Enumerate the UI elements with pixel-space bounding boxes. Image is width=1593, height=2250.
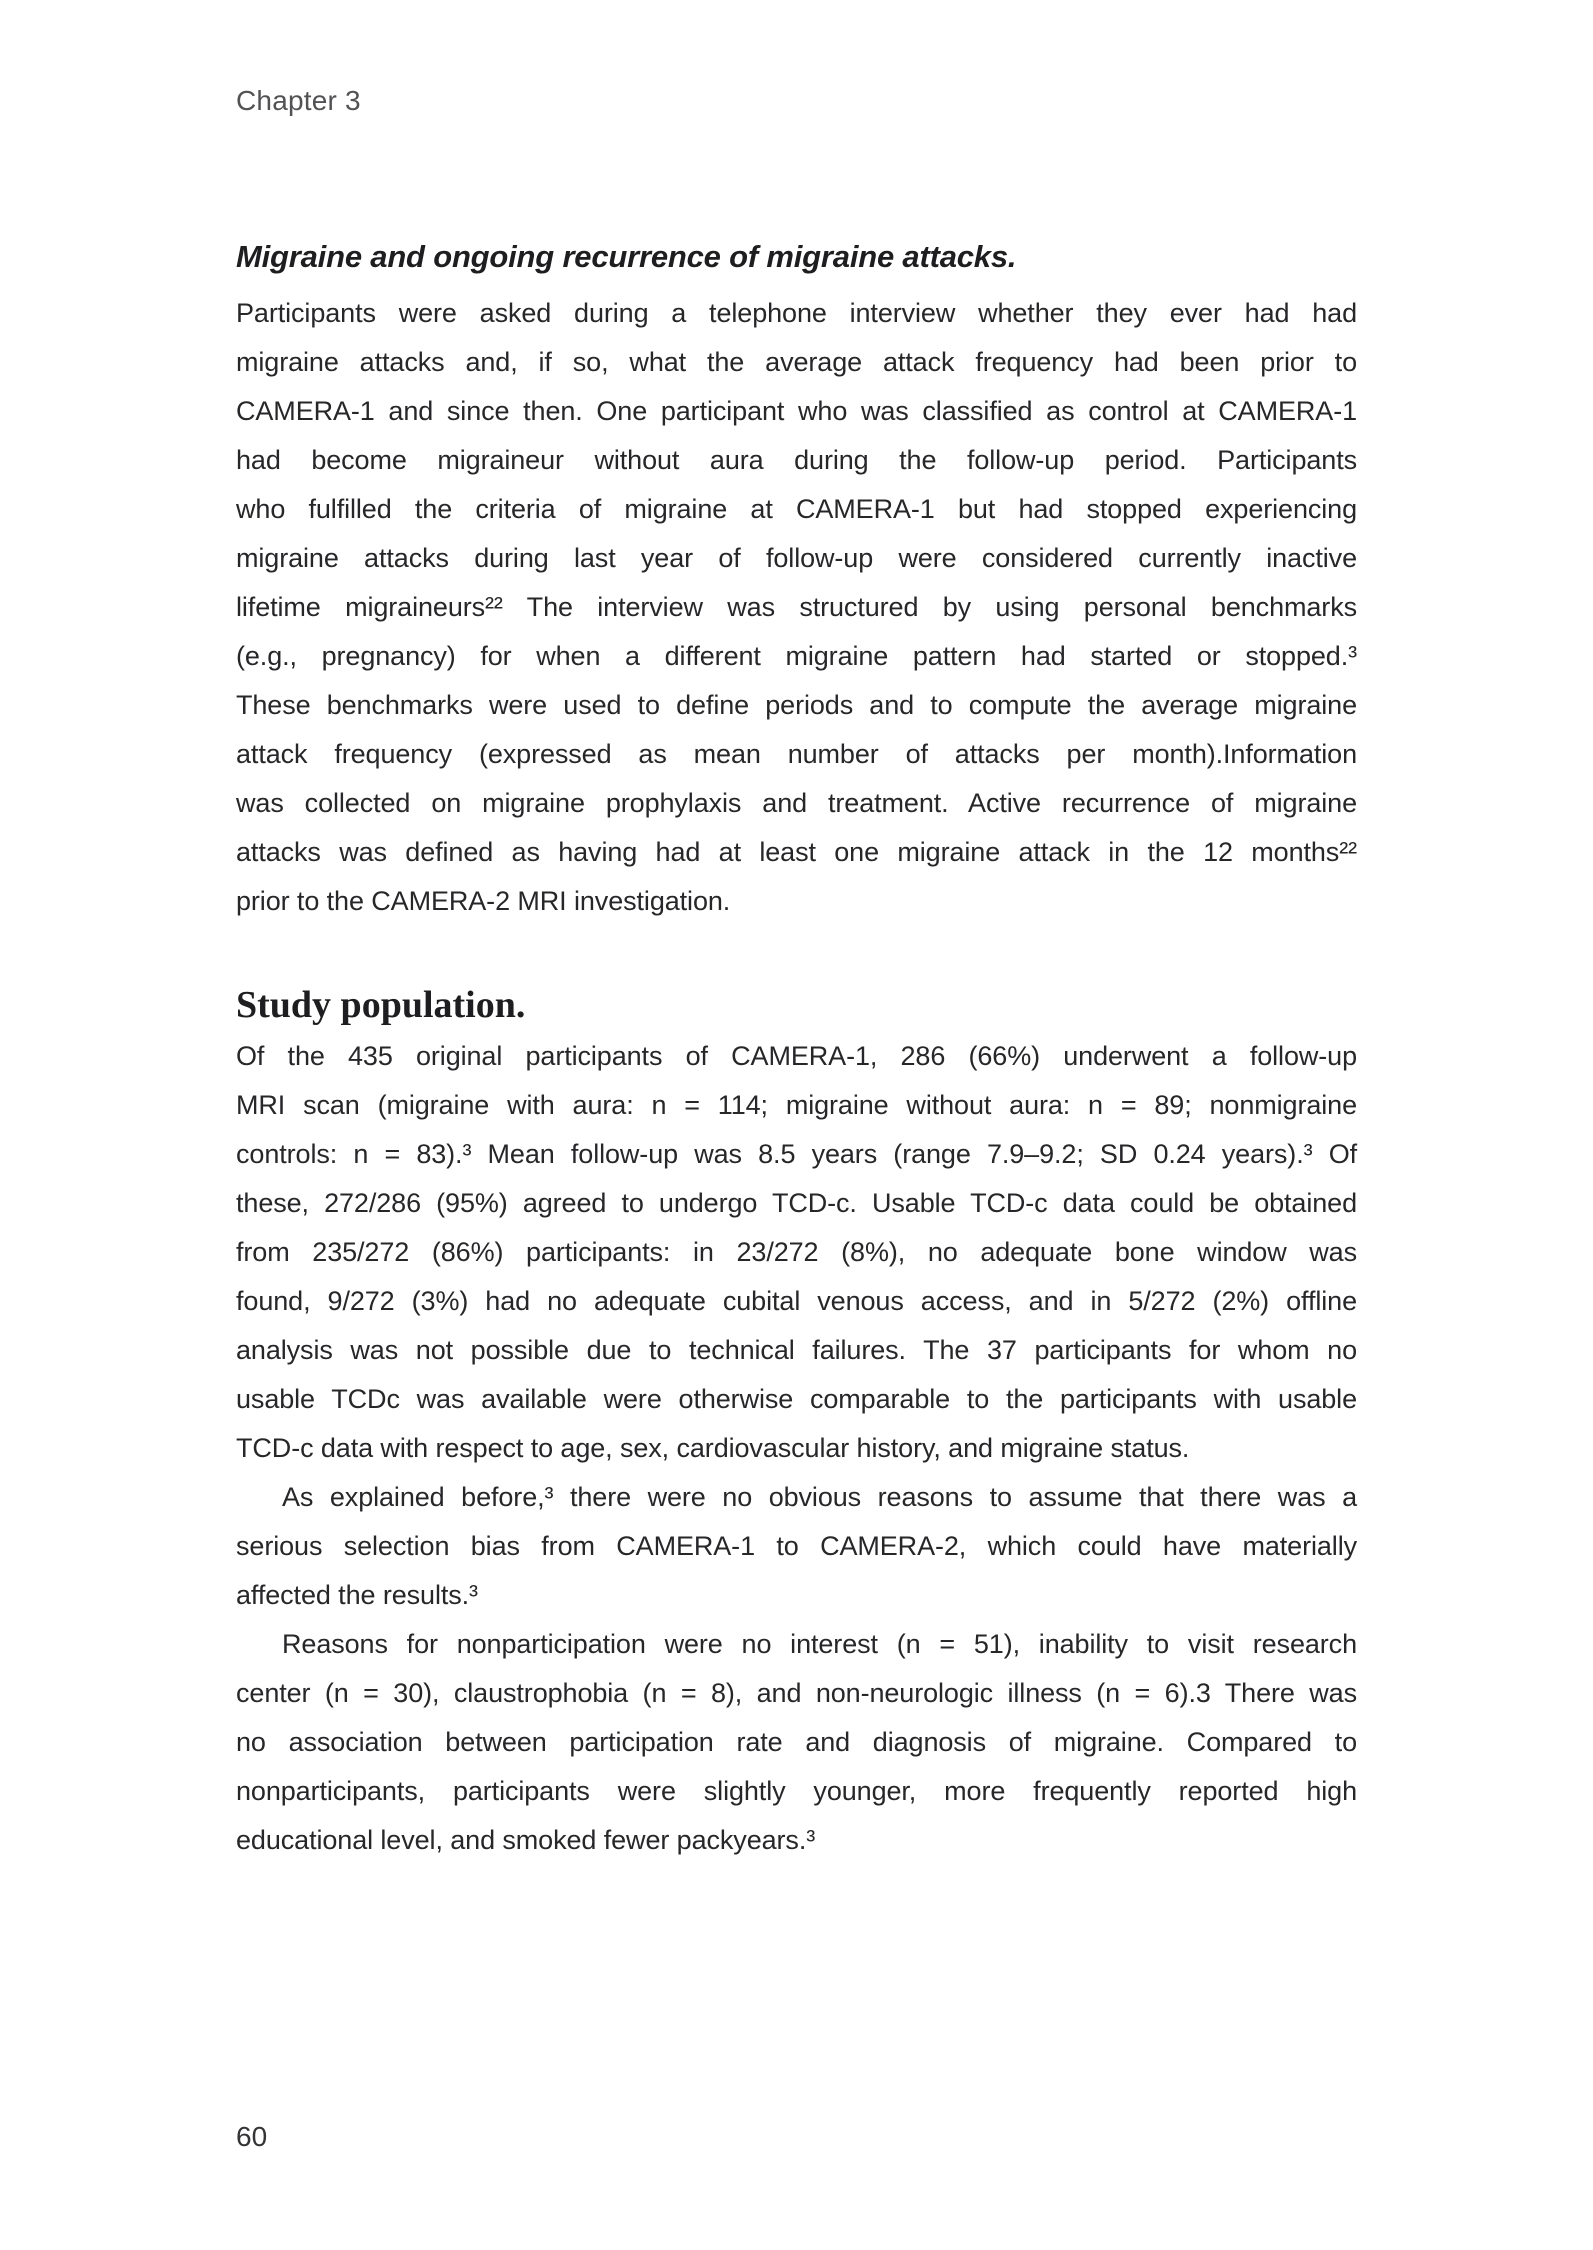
paragraph — [236, 1620, 1357, 1865]
text-line: MRI scan (migraine with aura: n = 114; migraine without aura: n = 89; nonmigraine — [236, 1090, 1357, 1120]
paragraph — [236, 1473, 1357, 1620]
text-line: CAMERA-1 and since then. One participant who was classified as control at CAMERA-1 — [236, 396, 1357, 426]
text-line: attacks was defined as having had at least one migraine attack in the 12 months²² — [236, 837, 1357, 867]
subsection-heading: Migraine and ongoing recurrence of migraine attacks. — [236, 239, 1017, 274]
text-line: lifetime migraineurs²² The interview was structured by using personal benchmarks — [236, 592, 1357, 622]
text-line: serious selection bias from CAMERA-1 to CAMERA-2, which could have materially — [236, 1531, 1357, 1561]
text-line: usable TCDc was available were otherwise comparable to the participants with usable — [236, 1384, 1357, 1414]
section-heading: Study population. — [236, 984, 526, 1026]
text-line: educational level, and smoked fewer packyears.³ — [236, 1825, 816, 1855]
paragraph — [236, 289, 1357, 926]
text-line: analysis was not possible due to technical failures. The 37 participants for whom no — [236, 1335, 1357, 1365]
text-line: attack frequency (expressed as mean number of attacks per month).Information — [236, 739, 1357, 769]
text-line: TCD-c data with respect to age, sex, cardiovascular history, and migraine status. — [236, 1433, 1190, 1463]
text-line: Reasons for nonparticipation were no interest (n = 51), inability to visit research — [282, 1629, 1357, 1659]
text-line: these, 272/286 (95%) agreed to undergo TCD-c. Usable TCD-c data could be obtained — [236, 1188, 1357, 1218]
text-line: These benchmarks were used to define periods and to compute the average migraine — [236, 690, 1357, 720]
text-line: migraine attacks during last year of follow-up were considered currently inactive — [236, 543, 1357, 573]
text-line: nonparticipants, participants were slightly younger, more frequently reported high — [236, 1776, 1357, 1806]
text-line: center (n = 30), claustrophobia (n = 8), and non-neurologic illness (n = 6).3 There was — [236, 1678, 1357, 1708]
text-line: had become migraineur without aura during the follow-up period. Participants — [236, 445, 1357, 475]
text-line: prior to the CAMERA-2 MRI investigation. — [236, 886, 731, 916]
text-line: migraine attacks and, if so, what the average attack frequency had been prior to — [236, 347, 1357, 377]
paragraph — [236, 1032, 1357, 1473]
text-line: Participants were asked during a telephone interview whether they ever had had — [236, 298, 1357, 328]
text-line: (e.g., pregnancy) for when a different migraine pattern had started or stopped.³ — [236, 641, 1357, 671]
page-number: 60 — [236, 2121, 268, 2152]
chapter-header: Chapter 3 — [236, 85, 361, 116]
text-line: was collected on migraine prophylaxis and treatment. Active recurrence of migraine — [236, 788, 1357, 818]
text-line: affected the results.³ — [236, 1580, 478, 1610]
text-line: Of the 435 original participants of CAMERA-1, 286 (66%) underwent a follow-up — [236, 1041, 1357, 1071]
text-line: from 235/272 (86%) participants: in 23/272 (8%), no adequate bone window was — [236, 1237, 1357, 1267]
text-line: controls: n = 83).³ Mean follow-up was 8.5 years (range 7.9–9.2; SD 0.24 years).³ Of — [236, 1139, 1357, 1169]
text-line: who fulfilled the criteria of migraine at CAMERA-1 but had stopped experiencing — [236, 494, 1357, 524]
page-content — [236, 232, 1357, 1865]
text-line: found, 9/272 (3%) had no adequate cubital venous access, and in 5/272 (2%) offline — [236, 1286, 1357, 1316]
text-line: As explained before,³ there were no obvious reasons to assume that there was a — [282, 1482, 1357, 1512]
text-line: no association between participation rate and diagnosis of migraine. Compared to — [236, 1727, 1357, 1757]
